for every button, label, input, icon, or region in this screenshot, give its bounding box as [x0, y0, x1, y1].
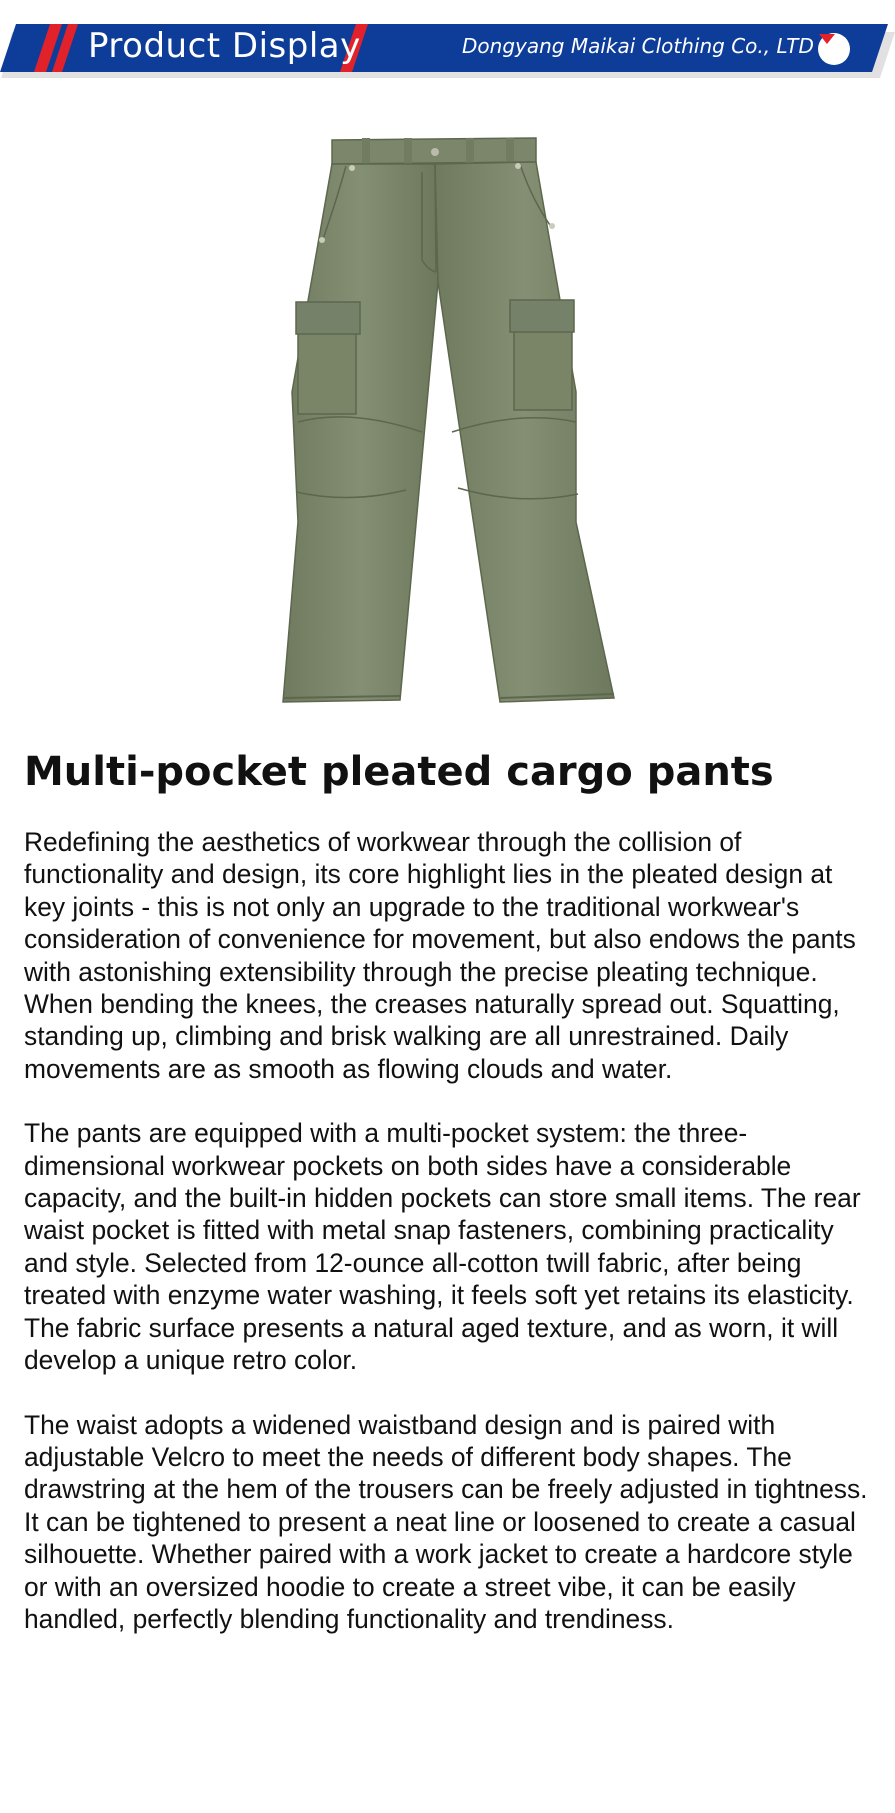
product-image — [100, 92, 790, 742]
product-description — [24, 826, 876, 1667]
chevron-down-icon — [818, 33, 836, 45]
description-paragraph: Redefining the aesthetics of workwear through the collision of functionality and design, its core highlight lies in the pleated design at key joints - this is not only an upgrade to the traditional workwear's consideration of convenience for movement, but also endows the pants with astonishing extensibility through the precise pleating technique. When bending the knees, the creases naturally spread out. Squatting, standing up, climbing and brisk walking are all unrestrained. Daily movements are as smooth as flowing clouds and water. — [24, 827, 856, 1084]
company-name: Dongyang Maikai Clothing Co., LTD — [462, 34, 814, 58]
product-title: Multi-pocket pleated cargo pants — [24, 749, 774, 795]
description-paragraph: The pants are equipped with a multi-pocket system: the three-dimensional workwear pockets on both sides have a considerable capacity, and the built-in hidden pockets can store small items. The rear waist pocket is fitted with metal snap fasteners, combining practicality and style. Selected from 12-ounce all-cotton twill fabric, after being treated with enzyme water washing, it feels soft yet retains its elasticity. The fabric surface presents a natural aged texture, and as worn, it will develop a unique retro color. — [24, 1118, 861, 1376]
header-banner — [0, 22, 895, 78]
menu-dropdown-button[interactable] — [818, 33, 850, 65]
cargo-pants-illustration — [100, 92, 790, 742]
page-title: Product Display — [88, 26, 361, 66]
description-paragraph: The waist adopts a widened waistband design and is paired with adjustable Velcro to meet the needs of different body shapes. The drawstring at the hem of the trousers can be freely adjusted in tightness. It can be tightened to present a neat line or loosened to create a casual silhouette. Whether paired with a work jacket to create a hardcore style or with an oversized hoodie to create a street vibe, it can be easily handled, perfectly blending functionality and trendiness. — [24, 1409, 868, 1634]
